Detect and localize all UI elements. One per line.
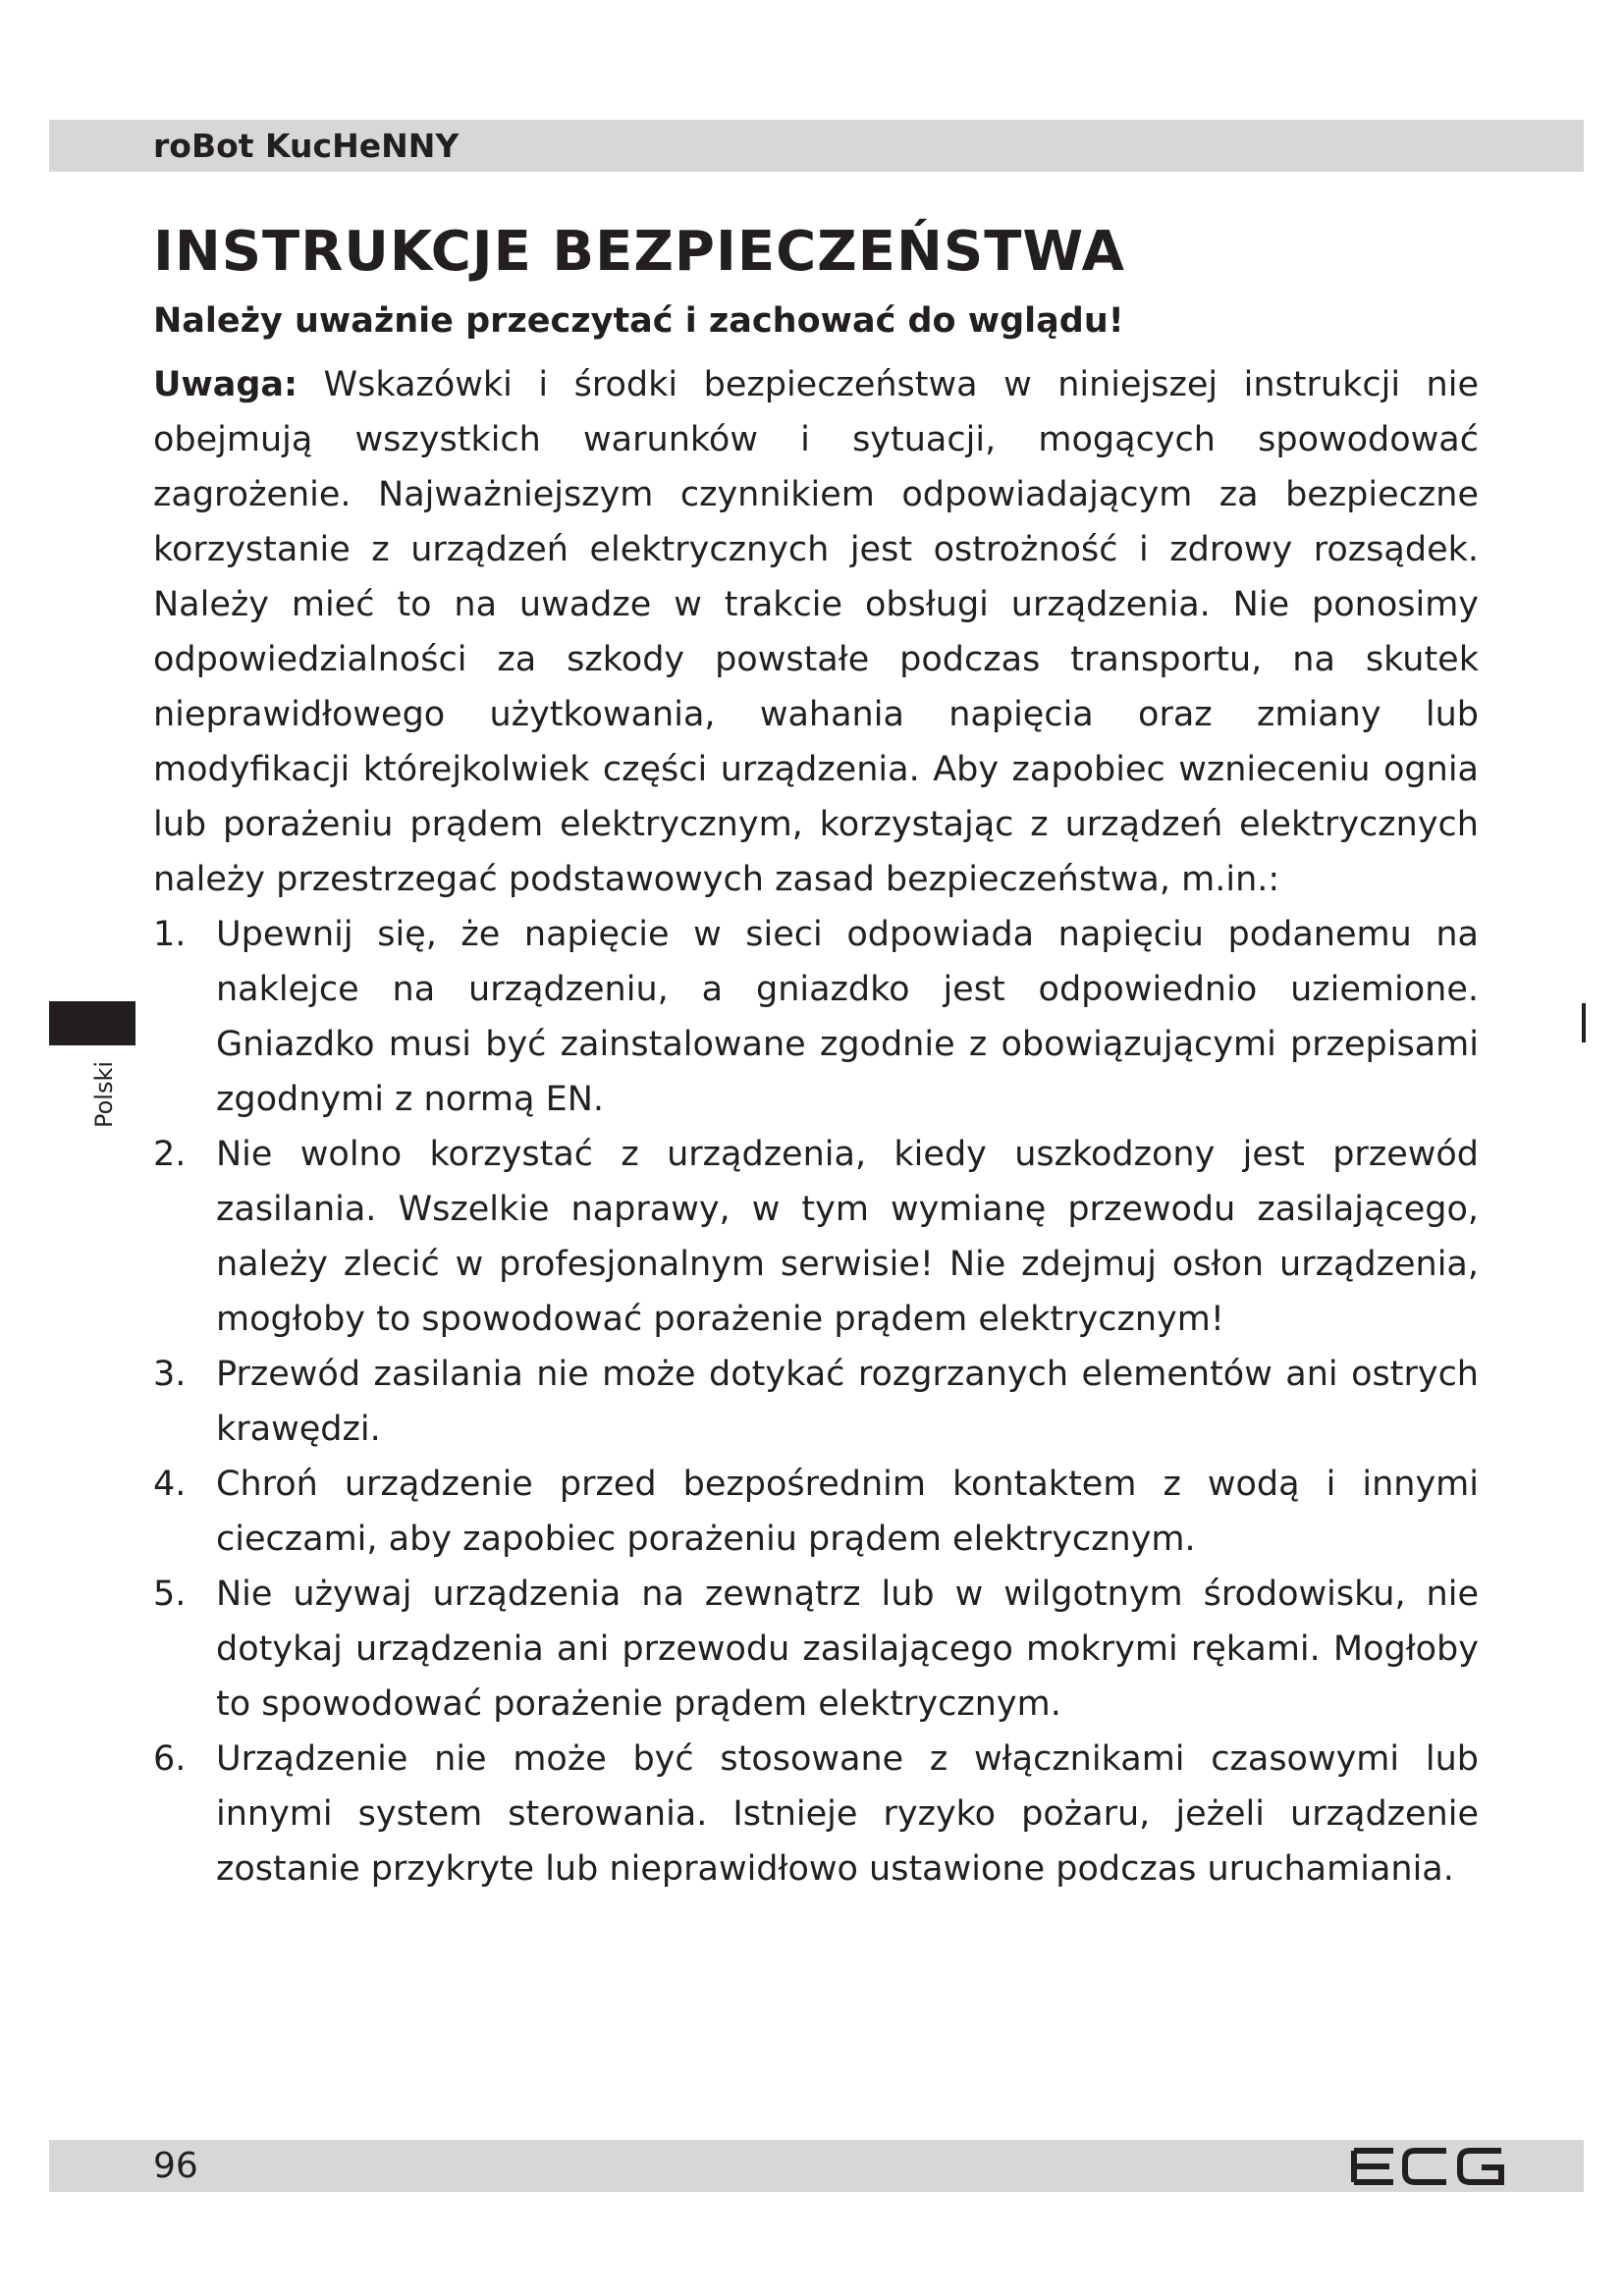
header-bar bbox=[49, 120, 1584, 172]
ecg-logo-icon bbox=[1350, 2148, 1507, 2185]
list-item-text: Nie używaj urządzenia na zewnątrz lub w wilgotnym środowisku, nie dotykaj urządzenia ani przewodu zasilającego mokrymi rękami. Mogłoby to spowodować porażenie prądem elektrycznym. bbox=[216, 1575, 1479, 1724]
intro-paragraph bbox=[153, 357, 1479, 907]
list-item-text: Przewód zasilania nie może dotykać rozgrzanych elementów ani ostrych krawędzi. bbox=[216, 1355, 1479, 1449]
list-item bbox=[153, 1567, 1479, 1732]
footer-bar bbox=[49, 2140, 1584, 2192]
list-item bbox=[153, 907, 1479, 1127]
language-side-label: Polski bbox=[90, 1060, 118, 1129]
list-item-number: 5. bbox=[153, 1575, 187, 1614]
intro-lead: Uwaga: bbox=[153, 365, 298, 404]
page-number: 96 bbox=[153, 2146, 198, 2186]
page-title: INSTRUKCJE BEZPIECZEŃSTWA bbox=[153, 220, 1126, 284]
list-item-number: 1. bbox=[153, 915, 187, 954]
header-title: roBot KucHeNNY bbox=[153, 127, 460, 165]
list-item-number: 4. bbox=[153, 1465, 187, 1504]
list-item-text: Upewnij się, że napięcie w sieci odpowiada napięciu podanemu na naklejce na urządzeniu, a gniazdko jest odpowiednio uziemione. Gniazdko musi być zainstalowane zgodnie z obowiązującymi przepisami zgodnymi z normą EN. bbox=[216, 915, 1479, 1119]
safety-list bbox=[153, 907, 1479, 1896]
margin-mark bbox=[1582, 1003, 1586, 1042]
list-item-number: 2. bbox=[153, 1135, 187, 1174]
intro-text: Wskazówki i środki bezpieczeństwa w niniejszej instrukcji nie obejmują wszystkich warunków i sytuacji, mogących spowodować zagrożenie. Najważniejszym czynnikiem odpowiadającym za bezpieczne korzystanie z urządzeń elektrycznych jest ostrożność i zdrowy rozsądek. Należy mieć to na uwadze w trakcie obsługi urządzenia. Nie ponosimy odpowiedzialności za szkody powstałe podczas transportu, na skutek nieprawidłowego użytkowania, wahania napięcia oraz zmiany lub modyfikacji którejkolwiek części urządzenia. Aby zapobiec wznieceniu ognia lub porażeniu prądem elektrycznym, korzystając z urządzeń elektrycznych należy przestrzegać podstawowych zasad bezpieczeństwa, m.in.: bbox=[153, 365, 1479, 899]
list-item bbox=[153, 1347, 1479, 1457]
list-item bbox=[153, 1457, 1479, 1567]
language-tab-marker bbox=[49, 1001, 135, 1045]
page-subtitle: Należy uważnie przeczytać i zachować do wglądu! bbox=[153, 301, 1124, 341]
list-item-number: 6. bbox=[153, 1739, 187, 1779]
main-content bbox=[153, 218, 1479, 1896]
list-item bbox=[153, 1732, 1479, 1896]
list-item-number: 3. bbox=[153, 1355, 187, 1394]
list-item-text: Nie wolno korzystać z urządzenia, kiedy uszkodzony jest przewód zasilania. Wszelkie naprawy, w tym wymianę przewodu zasilającego, należy zlecić w profesjonalnym serwisie! Nie zdejmuj osłon urządzenia, mogłoby to spowodować porażenie prądem elektrycznym! bbox=[216, 1135, 1479, 1339]
list-item-text: Urządzenie nie może być stosowane z włącznikami czasowymi lub innymi system sterowania. Istnieje ryzyko pożaru, jeżeli urządzenie zostanie przykryte lub nieprawidłowo ustawione podczas uruchamiania. bbox=[216, 1739, 1479, 1889]
list-item-text: Chroń urządzenie przed bezpośrednim kontaktem z wodą i innymi cieczami, aby zapobiec porażeniu prądem elektrycznym. bbox=[216, 1465, 1479, 1559]
list-item bbox=[153, 1127, 1479, 1347]
